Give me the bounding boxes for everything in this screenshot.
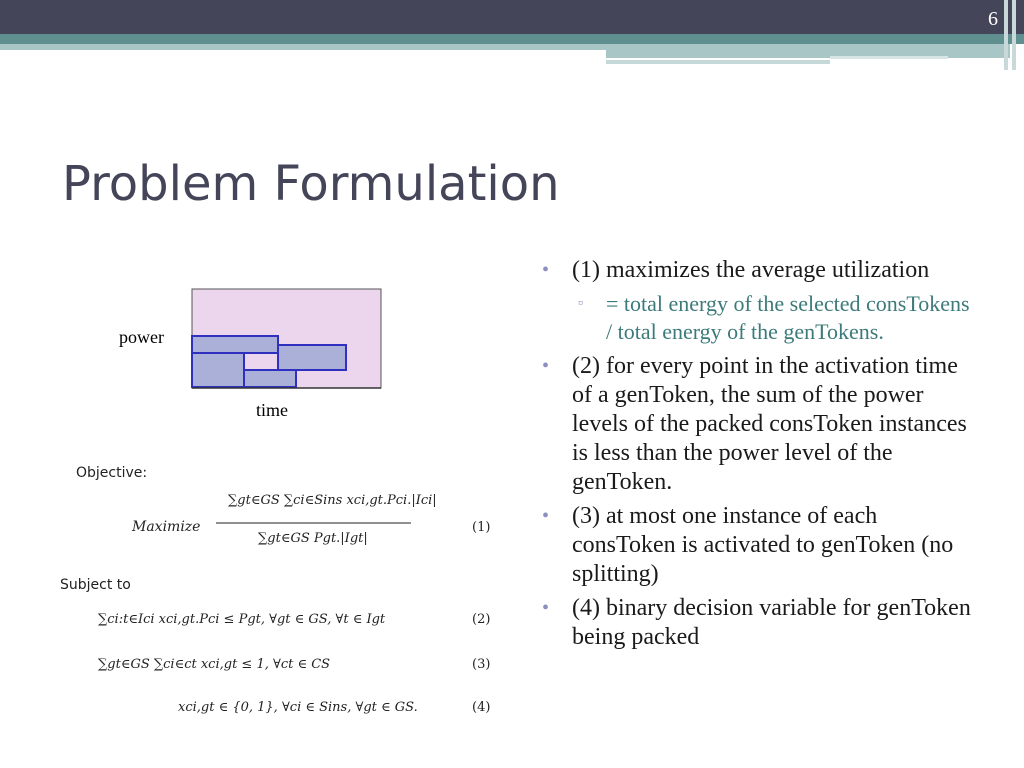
constraint-3: ∑gt∈GS ∑ci∈ct xci,gt ≤ 1, ∀ct ∈ CS bbox=[98, 657, 331, 672]
sub-bullet-item bbox=[540, 290, 980, 346]
constoken-block bbox=[192, 353, 244, 387]
bullet-text: (3) at most one instance of each consToken is activated to genToken (no splitting) bbox=[572, 503, 954, 587]
header-stripe bbox=[830, 56, 948, 59]
header-stripe bbox=[0, 34, 1024, 44]
bullet-marker: • bbox=[542, 597, 550, 619]
header-side-bar bbox=[1012, 0, 1016, 70]
bullet-item bbox=[540, 352, 980, 497]
constraint-2: ∑ci:t∈Ici xci,gt.Pci ≤ Pgt, ∀gt ∈ GS, ∀t ∈ Igt bbox=[98, 612, 386, 627]
bullet-text: (1) maximizes the average utilization bbox=[572, 257, 930, 283]
constoken-block bbox=[192, 336, 278, 353]
objective-label: Objective: bbox=[76, 465, 148, 481]
bullet-text: (4) binary decision variable for genToken being packed bbox=[572, 595, 971, 650]
constraint-4: xci,gt ∈ {0, 1}, ∀ci ∈ Sins, ∀gt ∈ GS. bbox=[178, 700, 418, 715]
bullet-text: (2) for every point in the activation time of a genToken, the sum of the power levels of the packed consToken instances is less than the power level of the genToken. bbox=[572, 353, 967, 495]
constoken-block bbox=[278, 345, 346, 370]
objective-denominator: ∑gt∈GS Pgt.|Igt| bbox=[258, 531, 368, 546]
bullet-item bbox=[540, 256, 980, 285]
slide-number: 6 bbox=[988, 8, 998, 30]
equation-number-1: (1) bbox=[472, 520, 491, 535]
slide-title: Problem Formulation bbox=[62, 156, 560, 212]
header-side-bar bbox=[1004, 0, 1008, 70]
subject-to-label: Subject to bbox=[60, 577, 131, 593]
equation-number-2: (2) bbox=[472, 612, 491, 627]
equation-number-4: (4) bbox=[472, 700, 491, 715]
bullet-list bbox=[540, 256, 980, 657]
sub-bullet-marker: ▫ bbox=[578, 296, 583, 311]
bullet-item bbox=[540, 594, 980, 652]
bullet-item bbox=[540, 502, 980, 589]
power-axis-label: power bbox=[119, 327, 164, 347]
maximize-word: Maximize bbox=[132, 519, 201, 535]
formulation-equations bbox=[56, 456, 506, 726]
equation-number-3: (3) bbox=[472, 657, 491, 672]
packing-diagram bbox=[110, 282, 400, 432]
bullet-marker: • bbox=[542, 259, 550, 281]
objective-numerator: ∑gt∈GS ∑ci∈Sins xci,gt.Pci.|Ici| bbox=[228, 493, 437, 508]
header-bar bbox=[0, 0, 1024, 34]
time-axis-label: time bbox=[256, 400, 288, 420]
constoken-block bbox=[244, 370, 296, 387]
sub-bullet-text: = total energy of the selected consTokens / total energy of the genTokens. bbox=[606, 291, 970, 344]
header-stripe bbox=[606, 50, 1010, 58]
bullet-marker: • bbox=[542, 355, 550, 377]
bullet-marker: • bbox=[542, 505, 550, 527]
header-stripe bbox=[606, 60, 830, 64]
